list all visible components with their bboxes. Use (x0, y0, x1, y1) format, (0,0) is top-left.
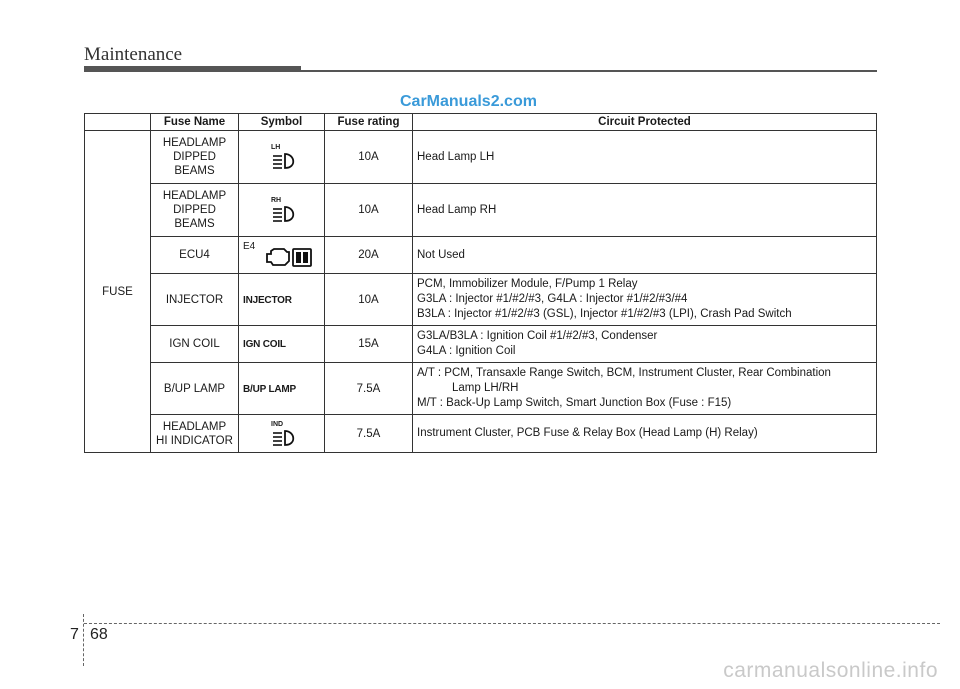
fuse-name (151, 326, 239, 363)
fuse-name (151, 184, 239, 237)
circuit-line: Head Lamp RH (417, 203, 497, 216)
fuse-symbol (239, 131, 325, 184)
chapter-number: 7 (70, 626, 79, 643)
symbol-tag: IND (271, 420, 284, 428)
circuit-protected (413, 415, 877, 453)
circuit-line: Not Used (417, 248, 465, 261)
header-fuse-rating: Fuse rating (325, 114, 413, 131)
fuse-rating: 10A (325, 131, 413, 184)
header-fuse-name: Fuse Name (151, 114, 239, 131)
circuit-line: G3LA : Injector #1/#2/#3, G4LA : Injector #1/#2/#3/#4 (417, 293, 688, 305)
fuse-name-line: BEAMS (174, 165, 215, 177)
circuit-protected (413, 131, 877, 184)
fuse-name-line: BEAMS (174, 218, 215, 230)
symbol-tag: LH (271, 144, 281, 151)
fuse-table (84, 113, 877, 453)
circuit-protected (413, 274, 877, 326)
circuit-line: PCM, Immobilizer Module, F/Pump 1 Relay (417, 278, 638, 290)
circuit-protected (413, 237, 877, 274)
circuit-line: B3LA : Injector #1/#2/#3 (GSL), Injector #1/#2/#3 (LPI), Crash Pad Switch (417, 308, 792, 320)
fuse-rating: 7.5A (325, 363, 413, 415)
table-header-row (85, 114, 877, 131)
table-row (85, 326, 877, 363)
fuse-symbol (239, 326, 325, 363)
symbol-text: IGN COIL (243, 339, 286, 350)
fuse-symbol (239, 184, 325, 237)
circuit-line: Instrument Cluster, PCB Fuse & Relay Box (Head Lamp (H) Relay) (417, 427, 758, 439)
headlamp-high-beam-icon (271, 429, 301, 447)
fuse-rating: 10A (325, 274, 413, 326)
circuit-line: M/T : Back-Up Lamp Switch, Smart Junction Box (Fuse : F15) (417, 397, 732, 409)
fuse-name (151, 363, 239, 415)
fuse-name-line: ECU4 (179, 249, 210, 261)
fuse-rating: 7.5A (325, 415, 413, 453)
fuse-symbol (239, 274, 325, 326)
header-rule (301, 70, 877, 72)
watermark-bottom: carmanualsonline.info (723, 659, 938, 682)
circuit-protected (413, 363, 877, 415)
fuse-name-line: DIPPED (173, 204, 216, 216)
fuse-name-line: IGN COIL (169, 338, 220, 350)
circuit-line: Head Lamp LH (417, 150, 495, 163)
symbol-label: E4 (243, 241, 256, 252)
table-row (85, 363, 877, 415)
circuit-protected (413, 184, 877, 237)
fuse-rating: 10A (325, 184, 413, 237)
page-number: 68 (90, 626, 108, 643)
fuse-rating: 20A (325, 237, 413, 274)
header-blank (85, 114, 151, 131)
fuse-symbol (239, 237, 325, 274)
section-title: Maintenance (84, 44, 183, 65)
watermark-top: CarManuals2.com (400, 93, 537, 110)
table-row (85, 184, 877, 237)
fuse-symbol (239, 415, 325, 453)
footer-divider (84, 623, 940, 624)
header-symbol: Symbol (239, 114, 325, 131)
circuit-line: A/T : PCM, Transaxle Range Switch, BCM, Instrument Cluster, Rear Combination (417, 367, 831, 379)
fuse-name-line: HEADLAMP (162, 420, 227, 433)
fuse-name-line: DIPPED (173, 151, 216, 163)
fuse-name (151, 274, 239, 326)
symbol-text: B/UP LAMP (243, 383, 297, 395)
header-circuit-protected: Circuit Protected (413, 114, 877, 131)
headlamp-icon (271, 152, 301, 170)
fuse-name-line: HEADLAMP (162, 137, 227, 149)
headlamp-icon (271, 205, 301, 223)
fuse-name-line: B/UP LAMP (163, 382, 226, 395)
circuit-line: G3LA/B3LA : Ignition Coil #1/#2/#3, Condenser (417, 330, 658, 342)
fuse-name-line: INJECTOR (165, 293, 224, 306)
fuse-rating: 15A (325, 326, 413, 363)
symbol-text: INJECTOR (243, 294, 292, 306)
fuse-symbol (239, 363, 325, 415)
symbol-tag: RH (271, 197, 282, 204)
fuse-group-label: FUSE (85, 131, 151, 453)
fuse-name (151, 237, 239, 274)
fuse-name-line: HI INDICATOR (156, 434, 233, 447)
engine-ecu-icon (265, 246, 313, 268)
table-row (85, 274, 877, 326)
table-row (85, 237, 877, 274)
header-bar-thick (84, 66, 301, 72)
fuse-name (151, 415, 239, 453)
fuse-name-line: HEADLAMP (162, 190, 227, 202)
table-row (85, 415, 877, 453)
fuse-name (151, 131, 239, 184)
table-row (85, 131, 877, 184)
circuit-line: G4LA : Ignition Coil (417, 345, 516, 357)
circuit-line: Lamp LH/RH (452, 382, 519, 394)
circuit-protected (413, 326, 877, 363)
footer-vertical-divider (83, 614, 84, 666)
